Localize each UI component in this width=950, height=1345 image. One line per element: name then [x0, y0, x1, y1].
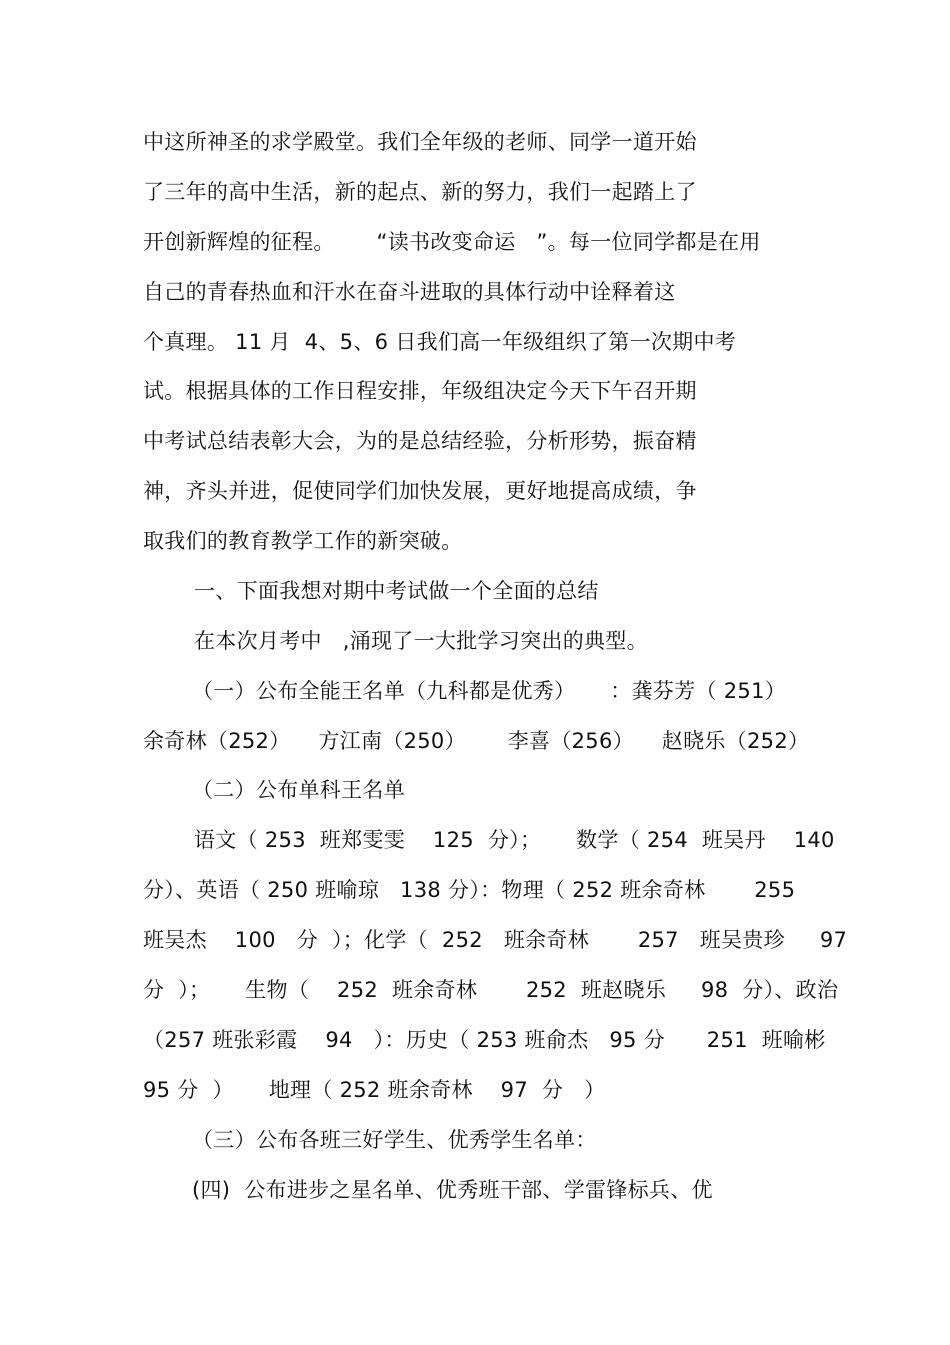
paragraph-line: 个真理。 11 月 4、5、6 日我们高一年级组织了第一次期中考 — [143, 330, 737, 354]
paragraph-line: 余奇林（252） 方江南（250） 李喜（256） 赵晓乐（252） — [143, 729, 810, 753]
list-heading: （一）公布全能王名单（九科都是优秀） ：龚芬芳（ 251） — [192, 679, 787, 703]
paragraph-line: 中这所神圣的求学殿堂。我们全年级的老师、同学一道开始 — [143, 130, 697, 154]
paragraph-line: 分）、英语（ 250 班喻琼 138 分）：物理（ 252 班余奇林 255 — [143, 878, 796, 902]
paragraph-line: 了三年的高中生活，新的起点、新的努力，我们一起踏上了 — [143, 180, 697, 204]
paragraph-line: 班吴杰 100 分 ）；化学（ 252 班余奇林 257 班吴贵珍 97 — [143, 928, 848, 952]
paragraph-line: 语文（ 253 班郑雯雯 125 分）； 数学（ 254 班吴丹 140 — [194, 828, 835, 852]
list-heading: （二）公布单科王名单 — [192, 778, 405, 802]
paragraph-line: 分 ）； 生物（ 252 班余奇林 252 班赵晓乐 98 分）、政治 — [143, 978, 839, 1002]
paragraph-line: 取我们的教育教学工作的新突破。 — [143, 529, 463, 553]
paragraph-line: 开创新辉煌的征程。 “读书改变命运 ”。每一位同学都是在用 — [143, 230, 761, 254]
paragraph-line: 试。根据具体的工作日程安排，年级组决定今天下午召开期 — [143, 379, 697, 403]
list-heading: （三）公布各班三好学生、优秀学生名单： — [192, 1128, 597, 1152]
paragraph-line: 神，齐头并进，促使同学们加快发展，更好地提高成绩，争 — [143, 479, 697, 503]
section-heading: 一、下面我想对期中考试做一个全面的总结 — [194, 579, 599, 603]
paragraph-line: 95 分 ） 地理（ 252 班余奇林 97 分 ） — [143, 1078, 606, 1102]
paragraph-line: 在本次月考中 ,涌现了一大批学习突出的典型。 — [194, 629, 648, 653]
paragraph-line: 自己的青春热血和汗水在奋斗进取的具体行动中诠释着这 — [143, 280, 676, 304]
list-heading: (四) 公布进步之星名单、优秀班干部、学雷锋标兵、优 — [192, 1178, 713, 1202]
paragraph-line: 中考试总结表彰大会，为的是总结经验，分析形势，振奋精 — [143, 429, 697, 453]
paragraph-line: （257 班张彩霞 94 ）：历史（ 253 班俞杰 95 分 251 班喻彬 — [143, 1028, 826, 1052]
